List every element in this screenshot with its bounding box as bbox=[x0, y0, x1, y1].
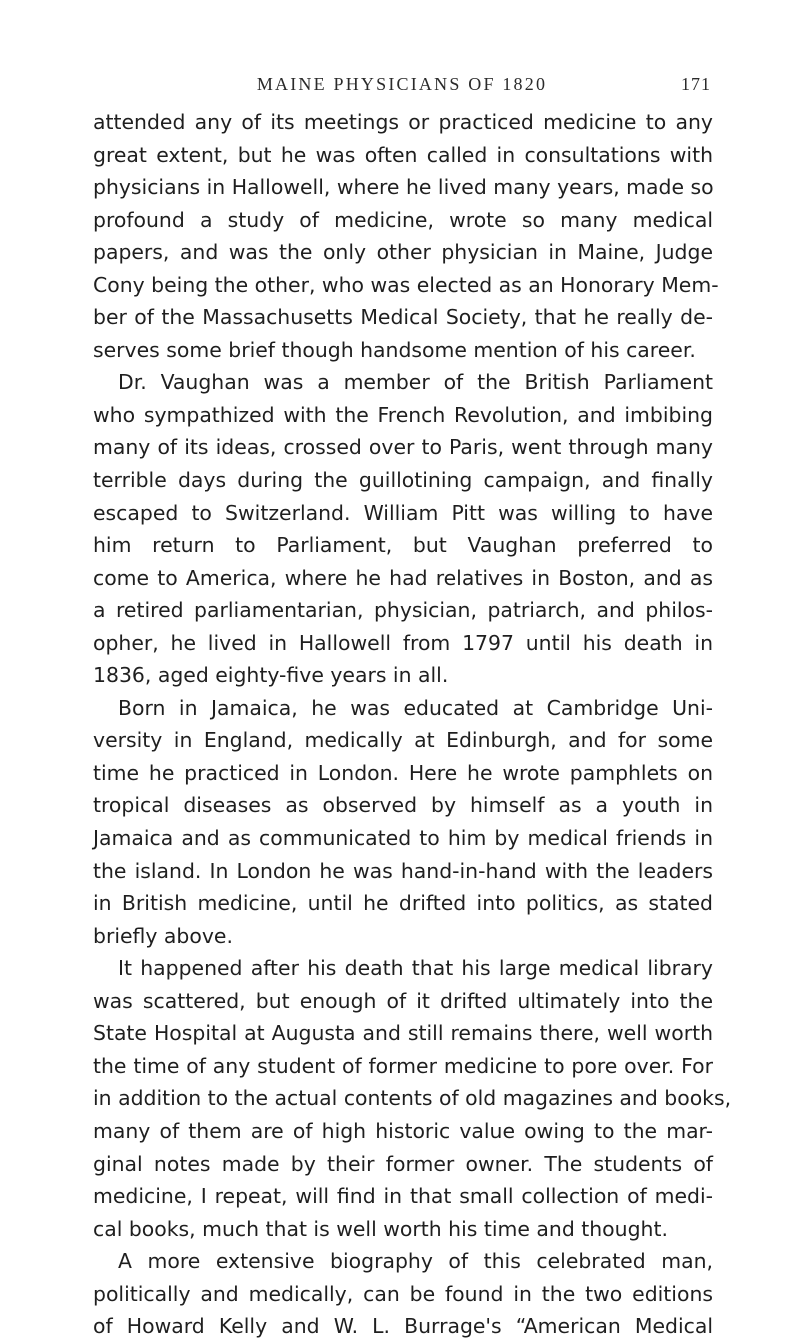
text-line: ginal notes made by their former owner. The students of bbox=[93, 1151, 713, 1176]
text-line: come to America, where he had relatives in Boston, and as bbox=[93, 565, 713, 590]
text-line: cal books, much that is well worth his time and thought. bbox=[93, 1216, 668, 1241]
text-line: versity in England, medically at Edinburgh, and for some bbox=[93, 728, 713, 753]
text-line: 1836, aged eighty-five years in all. bbox=[93, 663, 449, 688]
text-line: serves some brief though handsome mention of his career. bbox=[93, 337, 696, 362]
text-line: in addition to the actual contents of old magazines and books, bbox=[93, 1086, 732, 1111]
page-number: 171 bbox=[681, 74, 711, 94]
text-line: A more extensive biography of this celebrated man, bbox=[118, 1249, 713, 1274]
text-line: State Hospital at Augusta and still remains there, well worth bbox=[93, 1021, 713, 1046]
text-line: many of them are of high historic value owing to the mar- bbox=[93, 1118, 713, 1143]
text-line: tropical diseases as observed by himself as a youth in bbox=[93, 793, 713, 818]
text-line: Jamaica and as communicated to him by medical friends in bbox=[93, 826, 713, 851]
text-line: Dr. Vaughan was a member of the British Parliament bbox=[118, 370, 713, 395]
text-line: escaped to Switzerland. William Pitt was willing to have bbox=[93, 500, 713, 525]
text-line: great extent, but he was often called in consultations with bbox=[93, 142, 713, 167]
text-line: many of its ideas, crossed over to Paris, went through many bbox=[93, 435, 713, 460]
text-line: attended any of its meetings or practiced medicine to any bbox=[93, 110, 713, 134]
text-line: Cony being the other, who was elected as an Honorary Mem- bbox=[93, 272, 719, 297]
text-line: physicians in Hallowell, where he lived many years, made so bbox=[93, 175, 714, 200]
text-line: terrible days during the guillotining campaign, and finally bbox=[93, 468, 713, 493]
text-line: medicine, I repeat, will find in that small collection of medi- bbox=[93, 1184, 713, 1209]
text-line: in British medicine, until he drifted into politics, as stated bbox=[93, 891, 713, 916]
body-text bbox=[93, 106, 732, 1343]
text-line: ber of the Massachusetts Medical Society, that he really de- bbox=[93, 305, 713, 330]
running-head bbox=[93, 74, 711, 102]
text-line: the time of any student of former medicine to pore over. For bbox=[93, 1053, 713, 1078]
text-line: politically and medically, can be found in the two editions bbox=[93, 1281, 713, 1306]
text-line: him return to Parliament, but Vaughan preferred to bbox=[93, 533, 713, 558]
text-line: Born in Jamaica, he was educated at Cambridge Uni- bbox=[118, 695, 713, 720]
text-line: opher, he lived in Hallowell from 1797 until his death in bbox=[93, 630, 713, 655]
text-line: a retired parliamentarian, physician, patriarch, and philos- bbox=[93, 598, 713, 623]
text-line: papers, and was the only other physician in Maine, Judge bbox=[93, 240, 713, 265]
text-line: briefly above. bbox=[93, 923, 233, 948]
text-line: profound a study of medicine, wrote so many medical bbox=[93, 207, 713, 232]
running-title: MAINE PHYSICIANS OF 1820 bbox=[256, 74, 548, 94]
text-line: the island. In London he was hand-in-hand with the leaders bbox=[93, 858, 713, 883]
text-line: of Howard Kelly and W. L. Burrage's “American Medical bbox=[93, 1314, 713, 1339]
text-line: It happened after his death that his large medical library bbox=[118, 956, 713, 981]
text-line: time he practiced in London. Here he wrote pamphlets on bbox=[93, 760, 713, 785]
text-line: who sympathized with the French Revolution, and imbibing bbox=[93, 402, 713, 427]
text-line: was scattered, but enough of it drifted ultimately into the bbox=[93, 988, 713, 1013]
